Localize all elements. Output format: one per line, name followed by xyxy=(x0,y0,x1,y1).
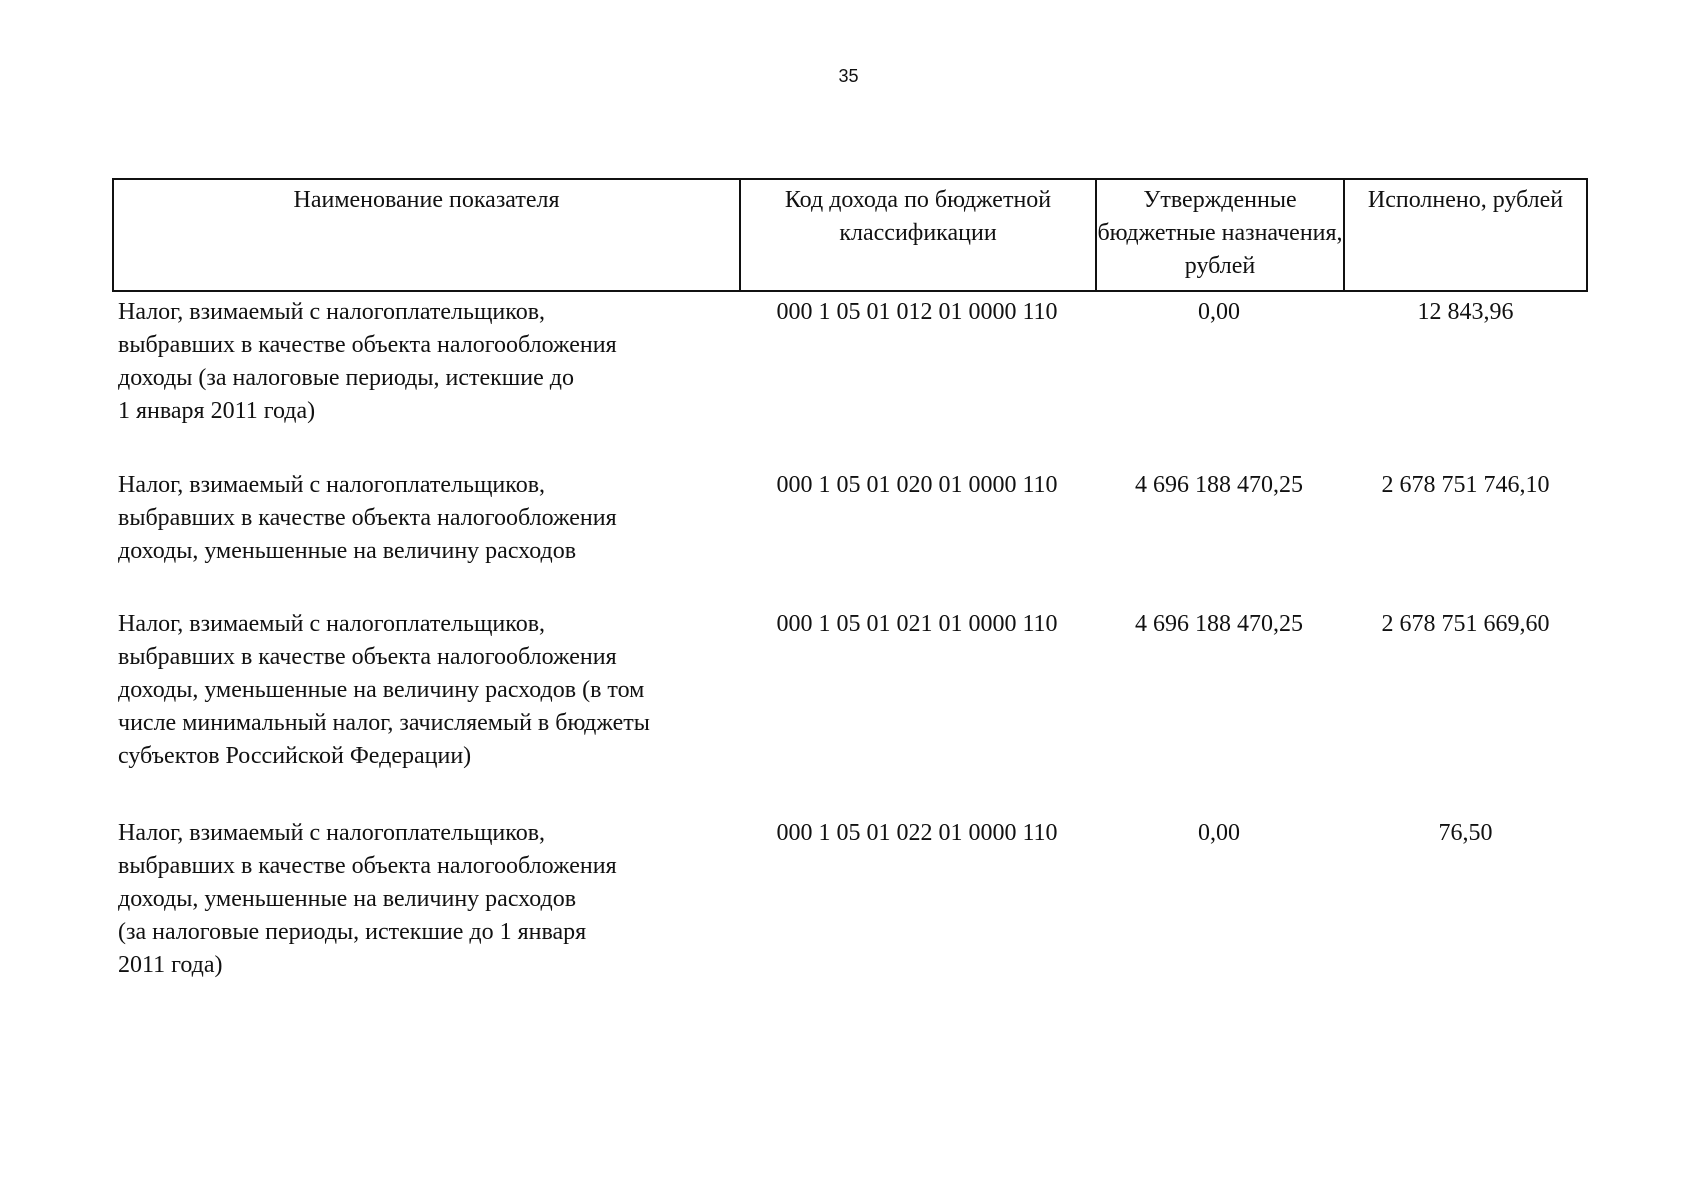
row-done: 76,50 xyxy=(1438,820,1493,846)
row-code: 000 1 05 01 012 01 0000 110 xyxy=(776,299,1058,325)
row-plan: 4 696 188 470,25 xyxy=(1135,611,1303,637)
header-code: Код дохода по бюджетной классификации xyxy=(741,180,1097,290)
header-name: Наименование показателя xyxy=(114,180,741,290)
row-name: Налог, взимаемый с налогоплательщиков, выбравших в качестве объекта налогообложения доходы, уменьшенные на величину расходов xyxy=(118,472,617,564)
row-done: 2 678 751 746,10 xyxy=(1381,472,1550,498)
row-name: Налог, взимаемый с налогоплательщиков, выбравших в качестве объекта налогообложения доходы (за налоговые периоды, истекшие до 1 января 2011 года) xyxy=(118,299,617,424)
row-done: 12 843,96 xyxy=(1417,299,1514,325)
row-plan: 0,00 xyxy=(1198,299,1240,325)
row-plan: 0,00 xyxy=(1198,820,1240,846)
row-code: 000 1 05 01 021 01 0000 110 xyxy=(776,611,1058,637)
row-code: 000 1 05 01 022 01 0000 110 xyxy=(776,820,1058,846)
row-name: Налог, взимаемый с налогоплательщиков, выбравших в качестве объекта налогообложения доходы, уменьшенные на величину расходов (в том числе минимальный налог, зачисляемый в бюджеты субъектов Российской Федерации) xyxy=(118,611,650,769)
header-done: Исполнено, рублей xyxy=(1367,187,1564,213)
table-header xyxy=(112,178,1588,292)
row-name: Налог, взимаемый с налогоплательщиков, выбравших в качестве объекта налогообложения доходы, уменьшенные на величину расходов (за налоговые периоды, истекшие до 1 января 2011 года) xyxy=(118,820,617,978)
header-plan: Утвержденные бюджетные назначения, рублей xyxy=(1097,180,1345,290)
row-code: 000 1 05 01 020 01 0000 110 xyxy=(776,472,1058,498)
page-number: 35 xyxy=(838,66,859,86)
row-plan: 4 696 188 470,25 xyxy=(1135,472,1303,498)
row-done: 2 678 751 669,60 xyxy=(1381,611,1550,637)
